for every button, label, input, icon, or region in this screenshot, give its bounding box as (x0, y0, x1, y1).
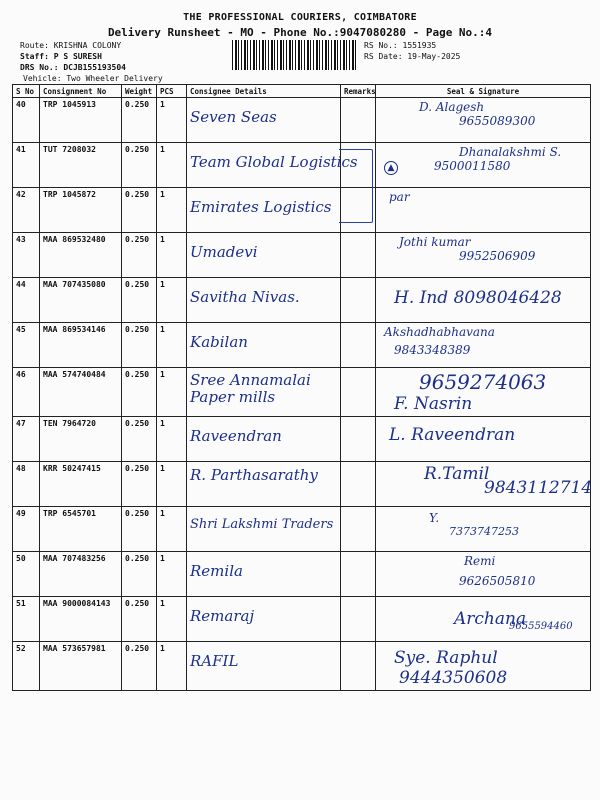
consignment-cell: MAA 869532480 (40, 233, 122, 278)
sno-cell: 51 (13, 597, 40, 642)
sno-cell: 46 (13, 368, 40, 417)
signature-cell (376, 642, 591, 691)
table-row (13, 323, 591, 368)
pcs-cell: 1 (157, 507, 187, 552)
weight-cell: 0.250 (122, 188, 157, 233)
table-row (13, 98, 591, 143)
table-row (13, 597, 591, 642)
col-pcs: PCS (157, 85, 187, 98)
sno-cell: 49 (13, 507, 40, 552)
weight-cell: 0.250 (122, 462, 157, 507)
consignee-cell (187, 368, 341, 417)
handwritten-bracket (339, 149, 373, 223)
pcs-cell: 1 (157, 98, 187, 143)
table-header-row (13, 85, 591, 98)
rs-number: RS No.: 1551935 (364, 41, 437, 50)
table-row (13, 188, 591, 233)
vehicle-label: Vehicle: Two Wheeler Delivery (23, 74, 163, 83)
weight-cell: 0.250 (122, 233, 157, 278)
signature-name: F. Nasrin (394, 394, 473, 414)
weight-cell: 0.250 (122, 323, 157, 368)
delivery-table (12, 84, 591, 691)
consignment-cell: MAA 707483256 (40, 552, 122, 597)
weight-cell: 0.250 (122, 143, 157, 188)
consignment-cell: TRP 6545701 (40, 507, 122, 552)
table-row (13, 143, 591, 188)
remarks-cell (341, 233, 376, 278)
signature-phone: 9952506909 (459, 249, 536, 263)
weight-cell: 0.250 (122, 417, 157, 462)
weight-cell: 0.250 (122, 642, 157, 691)
signature-name: L. Raveendran (389, 425, 516, 445)
remarks-cell (341, 552, 376, 597)
signature-cell (376, 552, 591, 597)
consignee-cell (187, 98, 341, 143)
pcs-cell: 1 (157, 368, 187, 417)
signature-phone: 9843348389 (394, 343, 471, 357)
signature-name: Archana (454, 609, 527, 629)
consignment-cell: MAA 573657981 (40, 642, 122, 691)
signature-cell (376, 188, 591, 233)
weight-cell: 0.250 (122, 552, 157, 597)
signature-phone: 9444350608 (399, 668, 508, 688)
consignee-cell (187, 143, 358, 188)
consignee-handwriting: Savitha Nivas. (190, 288, 300, 306)
pcs-cell: 1 (157, 642, 187, 691)
staff-label: Staff: P S SURESH (20, 52, 102, 61)
consignment-cell: MAA 9000084143 (40, 597, 122, 642)
consignee-handwriting: Remaraj (190, 607, 255, 625)
consignee-cell (187, 552, 341, 597)
consignee-cell (187, 233, 341, 278)
table-row (13, 278, 591, 323)
sno-cell: 47 (13, 417, 40, 462)
consignment-cell: MAA 707435080 (40, 278, 122, 323)
signature-name: H. Ind 8098046428 (394, 288, 562, 308)
consignment-cell: MAA 574740484 (40, 368, 122, 417)
sno-cell: 48 (13, 462, 40, 507)
pcs-cell: 1 (157, 233, 187, 278)
barcode-image (232, 40, 358, 70)
remarks-cell (341, 323, 376, 368)
consignee-handwriting: Seven Seas (190, 108, 277, 126)
sno-cell: 40 (13, 98, 40, 143)
table-row (13, 507, 591, 552)
signature-phone: 7373747253 (449, 525, 519, 538)
rs-date: RS Date: 19-May-2025 (364, 52, 461, 61)
signature-cell (376, 323, 591, 368)
remarks-cell (341, 417, 376, 462)
signature-name: D. Alagesh (419, 100, 485, 114)
sno-cell: 52 (13, 642, 40, 691)
signature-name: R.Tamil (424, 464, 490, 484)
pcs-cell: 1 (157, 597, 187, 642)
consignee-handwriting: Remila (190, 562, 243, 580)
consignment-cell: TUT 7208032 (40, 143, 122, 188)
col-signature: Seal & Signature (376, 85, 591, 98)
weight-cell: 0.250 (122, 98, 157, 143)
consignee-cell (187, 188, 341, 233)
col-weight: Weight (122, 85, 157, 98)
consignment-cell: KRR 50247415 (40, 462, 122, 507)
sno-cell: 43 (13, 233, 40, 278)
remarks-cell (341, 507, 376, 552)
pcs-cell: 1 (157, 462, 187, 507)
signature-name: par (389, 190, 410, 204)
weight-cell: 0.250 (122, 597, 157, 642)
pcs-cell: 1 (157, 552, 187, 597)
route-label: Route: KRISHNA COLONY (20, 41, 122, 50)
consignee-handwriting: Umadevi (190, 243, 258, 261)
col-consignee: Consignee Details (187, 85, 341, 98)
consignee-handwriting: Sree Annamalai Paper mills (190, 371, 311, 406)
remarks-cell (341, 368, 376, 417)
sno-cell: 41 (13, 143, 40, 188)
pcs-cell: 1 (157, 278, 187, 323)
weight-cell: 0.250 (122, 507, 157, 552)
signature-cell (376, 233, 591, 278)
signature-cell (376, 597, 591, 642)
signature-name: Dhanalakshmi S. (459, 145, 562, 159)
signature-phone: 9655594460 (509, 621, 573, 632)
signature-cell (376, 417, 591, 462)
col-remarks: Remarks (341, 85, 376, 98)
consignee-cell (187, 323, 341, 368)
signature-phone: 9500011580 (434, 159, 511, 173)
table-row (13, 417, 591, 462)
pcs-cell: 1 (157, 143, 187, 188)
weight-cell: 0.250 (122, 278, 157, 323)
consignee-handwriting: Team Global Logistics (190, 153, 358, 171)
remarks-cell (341, 462, 376, 507)
consignee-cell (187, 642, 341, 691)
remarks-cell (341, 278, 376, 323)
remarks-cell (341, 597, 376, 642)
table-row (13, 552, 591, 597)
consignee-handwriting: RAFIL (190, 652, 239, 670)
consignment-cell: TRP 1045872 (40, 188, 122, 233)
weight-cell: 0.250 (122, 368, 157, 417)
signature-name: Remi (464, 554, 496, 568)
remarks-cell (341, 642, 376, 691)
signature-phone: 9843112714 (484, 478, 593, 498)
consignee-cell (187, 278, 341, 323)
table-row (13, 368, 591, 417)
consignee-handwriting: R. Parthasarathy (190, 466, 318, 484)
signature-name: Y. (429, 511, 440, 525)
pcs-cell: 1 (157, 188, 187, 233)
consignment-cell: MAA 869534146 (40, 323, 122, 368)
signature-cell (376, 507, 591, 552)
remarks-cell (341, 98, 376, 143)
signature-phone: 9659274063 (419, 370, 547, 394)
consignee-handwriting: Shri Lakshmi Traders (190, 517, 334, 532)
table-row (13, 462, 591, 507)
consignee-cell (187, 462, 341, 507)
signature-cell (376, 143, 591, 188)
pcs-cell: 1 (157, 417, 187, 462)
signature-cell (376, 98, 591, 143)
signature-name: Akshadhabhavana (384, 325, 495, 339)
consignee-handwriting: Raveendran (190, 427, 282, 445)
signature-phone: 9655089300 (459, 114, 536, 128)
table-row (13, 233, 591, 278)
company-title: THE PROFESSIONAL COURIERS, COIMBATORE (183, 12, 417, 23)
consignee-handwriting: Emirates Logistics (190, 198, 332, 216)
sno-cell: 45 (13, 323, 40, 368)
signature-cell (376, 462, 591, 507)
signature-phone: 9626505810 (459, 574, 536, 588)
signature-name: Jothi kumar (399, 235, 471, 249)
consignment-cell: TRP 1045913 (40, 98, 122, 143)
consignment-cell: TEN 7964720 (40, 417, 122, 462)
circled-mark-icon: ▲ (384, 161, 398, 175)
sno-cell: 42 (13, 188, 40, 233)
col-sno: S No (13, 85, 40, 98)
consignee-cell (187, 507, 341, 552)
pcs-cell: 1 (157, 323, 187, 368)
signature-cell (376, 368, 591, 417)
consignee-cell (187, 417, 341, 462)
sno-cell: 50 (13, 552, 40, 597)
consignee-handwriting: Kabilan (190, 333, 248, 351)
consignee-cell (187, 597, 341, 642)
runsheet-title: Delivery Runsheet - MO - Phone No.:9047080280 - Page No.:4 (107, 26, 493, 39)
drs-label: DRS No.: DCJB155193504 (20, 63, 126, 72)
table-row (13, 642, 591, 691)
signature-name: Sye. Raphul (394, 648, 498, 668)
col-consignment: Consignment No (40, 85, 122, 98)
sno-cell: 44 (13, 278, 40, 323)
signature-cell (376, 278, 591, 323)
